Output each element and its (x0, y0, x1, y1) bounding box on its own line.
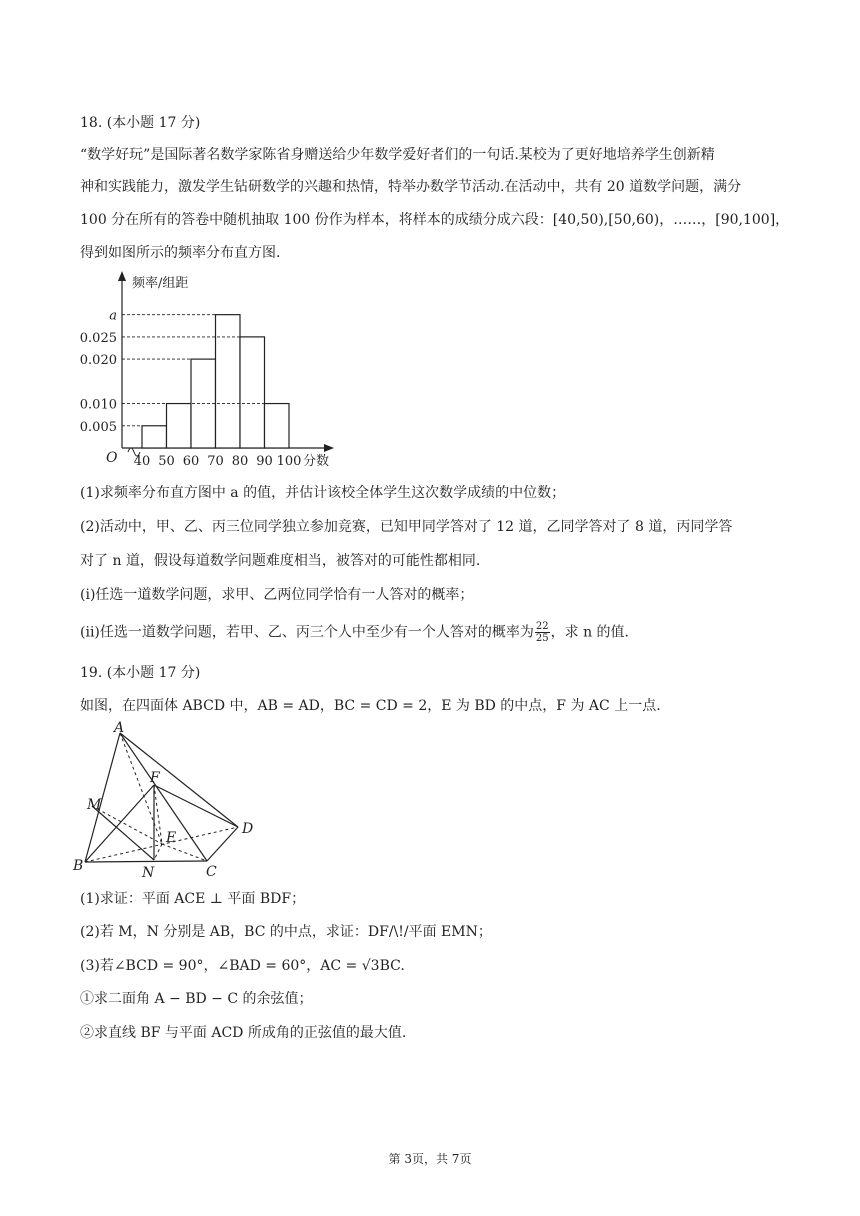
page-footer: 第 3页，共 7页 (388, 1152, 472, 1166)
q18-paragraph-line-2: 神和实践能力，激发学生钻研数学的兴趣和热情，特举办数学节活动.在活动中，共有 20 道数学问题，满分 (80, 179, 742, 195)
q18-sub-ii (80, 621, 629, 644)
q18-sub-i: (i)任选一道数学问题，求甲、乙两位同学恰有一人答对的概率； (80, 587, 474, 603)
q18-paragraph-line-1: “数学好玩”是国际著名数学家陈省身赠送给少年数学爱好者们的一句话.某校为了更好地培养学生创新精 (80, 147, 715, 163)
q18-paragraph-line-3: 100 分在所有的答卷中随机抽取 100 份作为样本，将样本的成绩分成六段：[40,50),[50,60)，……，[90,100]， (80, 212, 790, 228)
y-tick-label: 0.025 (79, 330, 117, 346)
edge-BC (85, 861, 207, 862)
y-tick-label: 0.020 (79, 353, 117, 369)
y-axis-label: 频率/组距 (132, 276, 189, 291)
histogram-bar (142, 426, 167, 448)
y-tick-label: 0.005 (79, 419, 117, 435)
x-tick-label: 60 (182, 454, 200, 469)
x-tick-label: 100 (276, 454, 302, 469)
x-axis-arrow (324, 444, 334, 452)
label-C: C (206, 864, 217, 880)
label-E: E (166, 830, 177, 846)
x-tick-label: 80 (231, 454, 249, 469)
q19-sub3-2: ②求直线 BF 与平面 ACD 所成角的正弦值的最大值. (80, 1025, 407, 1041)
q19-sub2: (2)若 M，N 分别是 AB，BC 的中点，求证：DF/\!/平面 EMN； (80, 924, 492, 940)
y-tick-label: 0.010 (79, 397, 117, 413)
histogram-bar (265, 404, 290, 448)
histogram-bar (216, 315, 241, 448)
q18-sub-ii-tail: ，求 n 的值. (550, 624, 629, 641)
label-N: N (142, 865, 155, 880)
label-B: B (73, 858, 84, 874)
q19-sub3: (3)若∠BCD = 90°，∠BAD = 60°，AC = √3BC. (80, 958, 405, 974)
probability-fraction (535, 621, 550, 644)
segment-EN-hidden (154, 844, 162, 860)
frequency-histogram (70, 265, 350, 480)
histogram-bar (167, 404, 192, 448)
edge-CD (207, 827, 238, 861)
q19-intro: 如图，在四面体 ABCD 中，AB = AD，BC = CD = 2，E 为 BD 的中点，F 为 AC 上一点. (80, 698, 661, 714)
label-A: A (114, 720, 125, 736)
label-F: F (150, 770, 160, 786)
q19-heading: 19. (本小题 17 分) (80, 665, 201, 681)
fraction-denominator: 25 (535, 633, 549, 644)
label-M: M (87, 797, 102, 813)
fraction-numerator: 22 (535, 621, 549, 632)
x-tick-label: 50 (158, 454, 175, 469)
q18-sub2-line-1: (2)活动中，甲、乙、丙三位同学独立参加竞赛，已知甲同学答对了 12 道，乙同学答对了 8 道，丙同学答 (80, 519, 733, 535)
origin-label: O (106, 450, 118, 466)
q19-sub3-1: ①求二面角 A − BD − C 的余弦值； (80, 991, 313, 1007)
q18-paragraph-line-4: 得到如图所示的频率分布直方图. (80, 245, 281, 261)
segment-FD (154, 785, 238, 827)
x-tick-label: 90 (256, 454, 273, 469)
q18-sub2-line-2: 对了 n 道，假设每道数学问题难度相当，被答对的可能性都相同. (80, 553, 481, 569)
x-axis-label: 分数 (303, 454, 330, 469)
segment-MN (92, 806, 154, 860)
q18-sub-ii-text: (ii)任选一道数学问题，若甲、乙、丙三个人中至少有一个人答对的概率为 (80, 624, 534, 641)
x-tick-label: 40 (133, 454, 151, 469)
histogram-bar (240, 337, 265, 448)
x-tick-label: 70 (207, 454, 224, 469)
q18-heading: 18. (本小题 17 分) (80, 115, 201, 131)
label-D: D (242, 821, 254, 837)
y-tick-label: a (109, 308, 117, 324)
tetrahedron-figure (70, 720, 270, 880)
y-axis-arrow (118, 271, 126, 281)
q19-sub1: (1)求证：平面 ACE ⊥ 平面 BDF； (80, 891, 306, 907)
segment-ME-hidden (92, 806, 162, 844)
q18-sub1: (1)求频率分布直方图中 a 的值，并估计该校全体学生这次数学成绩的中位数； (80, 485, 566, 501)
segment-EC-hidden (162, 844, 207, 861)
